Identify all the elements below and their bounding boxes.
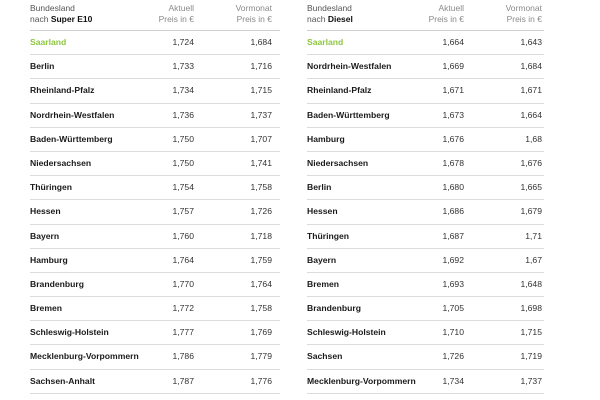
header-label-line1: Bundesland [307, 3, 352, 13]
current-price: 1,777 [172, 327, 194, 338]
previous-month-price: 1,643 [520, 37, 542, 47]
current-price: 1,692 [442, 254, 464, 265]
current-price: 1,664 [442, 37, 464, 47]
current-price: 1,734 [172, 85, 194, 96]
current-header-line1: Aktuell [438, 3, 464, 13]
table-row [30, 321, 280, 345]
previous-month-price: 1,737 [520, 375, 542, 386]
current-price: 1,770 [172, 278, 194, 289]
current-price-column-header [159, 3, 194, 25]
state-name: Brandenburg [307, 303, 361, 314]
state-name: Hessen [30, 206, 61, 217]
state-name: Saarland [30, 37, 67, 47]
state-name: Schleswig-Holstein [30, 327, 109, 338]
state-name: Baden-Württemberg [30, 133, 113, 144]
current-header-line1: Aktuell [168, 3, 194, 13]
state-name: Mecklenburg-Vorpommern [30, 351, 139, 362]
state-name: Niedersachsen [30, 157, 92, 168]
state-name: Saarland [307, 37, 344, 47]
previous-month-price: 1,758 [250, 303, 272, 314]
table-row [307, 200, 544, 224]
current-price-column-header [429, 3, 464, 25]
current-price: 1,687 [442, 230, 464, 241]
table-row [30, 31, 280, 55]
table-row [307, 297, 544, 321]
previous-month-price: 1,759 [250, 254, 272, 265]
current-price: 1,764 [172, 254, 194, 265]
previous-month-price: 1,68 [525, 133, 542, 144]
state-name: Sachsen-Anhalt [30, 375, 95, 386]
table-row [30, 225, 280, 249]
table-row [30, 200, 280, 224]
current-price: 1,750 [172, 133, 194, 144]
table-row [307, 370, 544, 394]
current-price: 1,787 [172, 375, 194, 386]
current-price: 1,726 [442, 351, 464, 362]
header-label-line1: Bundesland [30, 3, 75, 13]
previous-month-price: 1,698 [520, 303, 542, 314]
table-row [30, 370, 280, 394]
previous-month-price: 1,67 [525, 254, 542, 265]
table-row [30, 345, 280, 369]
current-price: 1,757 [172, 206, 194, 217]
state-name: Sachsen [307, 351, 343, 362]
current-price: 1,673 [442, 109, 464, 120]
table-row [307, 128, 544, 152]
previous-month-price: 1,741 [250, 157, 272, 168]
previous-month-price: 1,769 [250, 327, 272, 338]
current-price: 1,671 [442, 85, 464, 96]
diesel-price-table [307, 0, 544, 394]
table-row [30, 152, 280, 176]
state-name: Hamburg [307, 133, 345, 144]
state-name: Rheinland-Pfalz [307, 85, 372, 96]
header-prefix: nach [307, 14, 326, 24]
table-row [307, 55, 544, 79]
previous-month-price: 1,764 [250, 278, 272, 289]
previous-month-price: 1,716 [250, 61, 272, 72]
previous-month-price: 1,676 [520, 157, 542, 168]
current-price: 1,760 [172, 230, 194, 241]
state-column-header [30, 3, 92, 25]
table-row [307, 345, 544, 369]
previous-month-price: 1,758 [250, 182, 272, 193]
header-label-line2 [30, 14, 92, 25]
state-column-header [307, 3, 353, 25]
fuel-type-label: Super E10 [50, 14, 93, 24]
header-prefix: nach [30, 14, 49, 24]
state-name: Baden-Württemberg [307, 109, 390, 120]
table-row [30, 55, 280, 79]
state-name: Berlin [307, 182, 332, 193]
state-name: Schleswig-Holstein [307, 327, 386, 338]
previous-month-price: 1,71 [525, 230, 542, 241]
state-name: Thüringen [307, 230, 350, 241]
state-name: Bremen [307, 278, 339, 289]
state-name: Nordrhein-Westfalen [30, 109, 115, 120]
current-price: 1,786 [172, 351, 194, 362]
state-name: Nordrhein-Westfalen [307, 61, 392, 72]
previous-month-price: 1,664 [520, 109, 542, 120]
current-price: 1,693 [442, 278, 464, 289]
table-body [30, 31, 280, 394]
current-price: 1,734 [442, 375, 464, 386]
previous-header-line1: Vormonat [505, 3, 542, 13]
state-name: Niedersachsen [307, 157, 369, 168]
table-row [307, 273, 544, 297]
previous-month-price: 1,679 [520, 206, 542, 217]
state-name: Bremen [30, 303, 62, 314]
current-header-line2: Preis in € [158, 14, 194, 24]
previous-month-price: 1,715 [520, 327, 542, 338]
table-row [307, 321, 544, 345]
current-price: 1,676 [442, 133, 464, 144]
current-price: 1,750 [172, 157, 194, 168]
previous-month-price: 1,648 [520, 278, 542, 289]
table-row [30, 249, 280, 273]
current-price: 1,680 [442, 182, 464, 193]
table-row [30, 273, 280, 297]
table-body [307, 31, 544, 394]
previous-month-price: 1,665 [520, 182, 542, 193]
state-name: Brandenburg [30, 278, 84, 289]
table-row [30, 128, 280, 152]
table-row [30, 297, 280, 321]
super-e10-price-table [30, 0, 280, 394]
current-price: 1,705 [442, 303, 464, 314]
fuel-type-label: Diesel [327, 14, 353, 24]
current-price: 1,669 [442, 61, 464, 72]
current-price: 1,772 [172, 303, 194, 314]
table-row [307, 152, 544, 176]
current-price: 1,724 [172, 37, 194, 47]
table-row [307, 225, 544, 249]
header-label-line2 [307, 14, 353, 25]
table-header [307, 0, 544, 31]
state-name: Bayern [307, 254, 337, 265]
state-name: Mecklenburg-Vorpommern [307, 375, 416, 386]
previous-month-price: 1,779 [250, 351, 272, 362]
table-row [30, 176, 280, 200]
state-name: Bayern [30, 230, 60, 241]
current-price: 1,686 [442, 206, 464, 217]
previous-header-line1: Vormonat [235, 3, 272, 13]
table-row [307, 249, 544, 273]
table-row [307, 104, 544, 128]
table-row [30, 104, 280, 128]
previous-month-price: 1,776 [250, 375, 272, 386]
table-row [307, 176, 544, 200]
current-price: 1,678 [442, 157, 464, 168]
state-name: Rheinland-Pfalz [30, 85, 95, 96]
previous-month-column-header [236, 3, 272, 25]
current-header-line2: Preis in € [428, 14, 464, 24]
previous-month-price: 1,715 [250, 85, 272, 96]
table-header [30, 0, 280, 31]
table-row [307, 31, 544, 55]
previous-month-price: 1,718 [250, 230, 272, 241]
state-name: Hessen [307, 206, 338, 217]
table-row [307, 79, 544, 103]
state-name: Berlin [30, 61, 55, 72]
previous-month-price: 1,671 [520, 85, 542, 96]
previous-month-column-header [506, 3, 542, 25]
previous-header-line2: Preis in € [506, 14, 542, 24]
previous-month-price: 1,684 [520, 61, 542, 72]
previous-month-price: 1,719 [520, 351, 542, 362]
current-price: 1,754 [172, 182, 194, 193]
previous-header-line2: Preis in € [236, 14, 272, 24]
table-row [30, 79, 280, 103]
current-price: 1,710 [442, 327, 464, 338]
current-price: 1,736 [172, 109, 194, 120]
state-name: Thüringen [30, 182, 73, 193]
previous-month-price: 1,737 [250, 109, 272, 120]
current-price: 1,733 [172, 61, 194, 72]
state-name: Hamburg [30, 254, 68, 265]
previous-month-price: 1,726 [250, 206, 272, 217]
previous-month-price: 1,707 [250, 133, 272, 144]
previous-month-price: 1,684 [250, 37, 272, 47]
